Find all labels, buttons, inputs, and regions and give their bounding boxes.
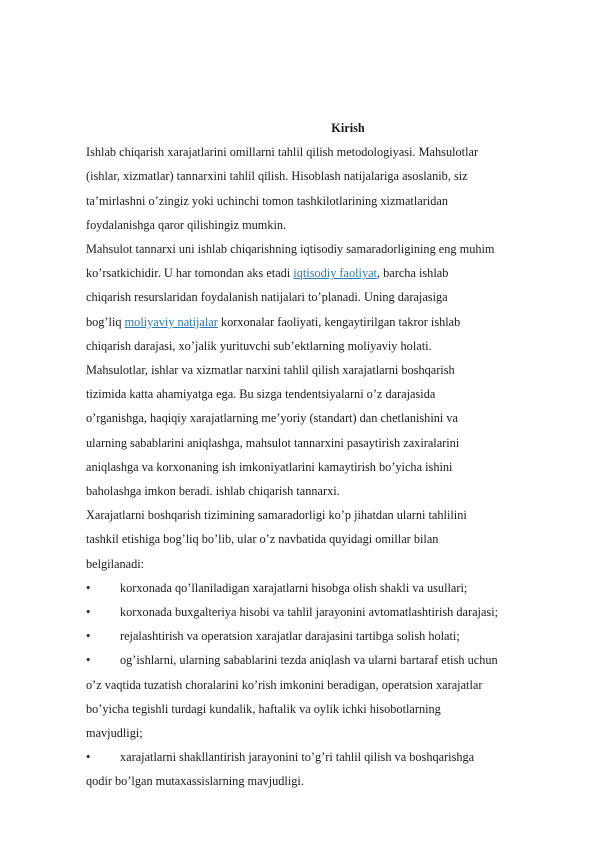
paragraph-analysis <box>86 358 556 503</box>
text-line: aniqlashga va korxonaning ish imkoniyatlarini kamaytirish bo’yicha ishini <box>86 459 453 474</box>
list-item-text: korxonada buxgalteriya hisobi va tahlil jarayonini avtomatlashtirish darajasi; <box>120 605 499 620</box>
list-item-continuation: bo’yicha tegishli turdagi kundalik, haftalik va oylik ichki hisobotlarning <box>86 701 441 716</box>
list-item <box>86 624 556 648</box>
text-fragment: , barcha ishlab <box>376 266 449 281</box>
list-item-continuation: qodir bo’lgan mutaxassislarning mavjudligi. <box>86 774 304 789</box>
bullet-icon: • <box>86 653 91 668</box>
link-moliyaviy-natijalar[interactable]: moliyaviy natijalar <box>124 314 218 329</box>
bullet-icon: • <box>86 580 91 595</box>
bullet-icon: • <box>86 605 91 620</box>
text-line: (ishlar, xizmatlar) tannarxini tahlil qilish. Hisoblash natijalariga asoslanib, siz <box>86 169 468 184</box>
bullet-list <box>86 576 556 794</box>
list-item-continuation: mavjudligi; <box>86 726 143 741</box>
text-line <box>86 261 556 285</box>
text-line: Xarajatlarni boshqarish tizimining samaradorligi ko’p jihatdan ularni tahlilini <box>86 508 467 523</box>
paragraph-cost-indicator <box>86 237 556 358</box>
document-body <box>86 116 556 794</box>
list-item-text: og’ishlarni, ularning sabablarini tezda aniqlash va ularni bartaraf etish uchun <box>120 653 498 668</box>
bullet-icon: • <box>86 629 91 644</box>
text-line: ta’mirlashni o’zingiz yoki uchinchi tomon tashkilotlarining xizmatlaridan <box>86 193 448 208</box>
list-item <box>86 576 556 600</box>
text-fragment: bog’liq <box>86 314 125 329</box>
text-fragment: korxonalar faoliyati, kengaytirilgan takror ishlab <box>217 314 461 329</box>
bullet-icon: • <box>86 750 91 765</box>
text-line: baholashga imkon beradi. ishlab chiqarish tannarxi. <box>86 484 340 499</box>
list-item <box>86 648 556 672</box>
text-line: o’rganishga, haqiqiy xarajatlarning me’yoriy (standart) dan chetlanishini va <box>86 411 458 426</box>
text-line: belgilanadi: <box>86 556 145 571</box>
list-item <box>86 600 556 624</box>
paragraph-intro <box>86 140 556 237</box>
list-item-text: xarajatlarni shakllantirish jarayonini to’g’ri tahlil qilish va boshqarishga <box>120 750 475 765</box>
text-line: chiqarish resurslaridan foydalanish natijalari to’planadi. Uning darajasiga <box>86 290 448 305</box>
list-item-continuation: o’z vaqtida tuzatish choralarini ko’rish imkonini beradigan, operatsion xarajatlar <box>86 677 483 692</box>
text-line: tizimida katta ahamiyatga ega. Bu sizga tendentsiyalarni o’z darajasida <box>86 387 436 402</box>
list-item-text: rejalashtirish va operatsion xarajatlar darajasini tartibga solish holati; <box>120 629 460 644</box>
text-line: tashkil etishiga bog’liq bo’lib, ular o’z navbatida quyidagi omillar bilan <box>86 532 439 547</box>
text-fragment: ko’rsatkichidir. U har tomondan aks etadi <box>86 266 294 281</box>
link-iqtisodiy-faoliyat[interactable]: iqtisodiy faoliyat <box>293 266 377 281</box>
text-line: ularning sabablarini aniqlashga, mahsulot tannarxini pasaytirish zaxiralarini <box>86 435 460 450</box>
text-line: chiqarish darajasi, xo’jalik yurituvchi sub’ektlarning moliyaviy holati. <box>86 338 432 353</box>
text-line: Ishlab chiqarish xarajatlarini omillarni tahlil qilish metodologiyasi. Mahsulotlar <box>86 145 479 160</box>
list-item-text: korxonada qo’llaniladigan xarajatlarni hisobga olish shakli va usullari; <box>120 580 468 595</box>
document-title: Kirish <box>331 121 365 135</box>
text-line: foydalanishga qaror qilishingiz mumkin. <box>86 217 287 232</box>
text-line: Mahsulot tannarxi uni ishlab chiqarishning iqtisodiy samaradorligining eng muhim <box>86 242 495 257</box>
paragraph-factors <box>86 503 556 576</box>
text-line <box>86 310 556 334</box>
text-line: Mahsulotlar, ishlar va xizmatlar narxini tahlil qilish xarajatlarni boshqarish <box>86 363 455 378</box>
list-item <box>86 745 556 769</box>
